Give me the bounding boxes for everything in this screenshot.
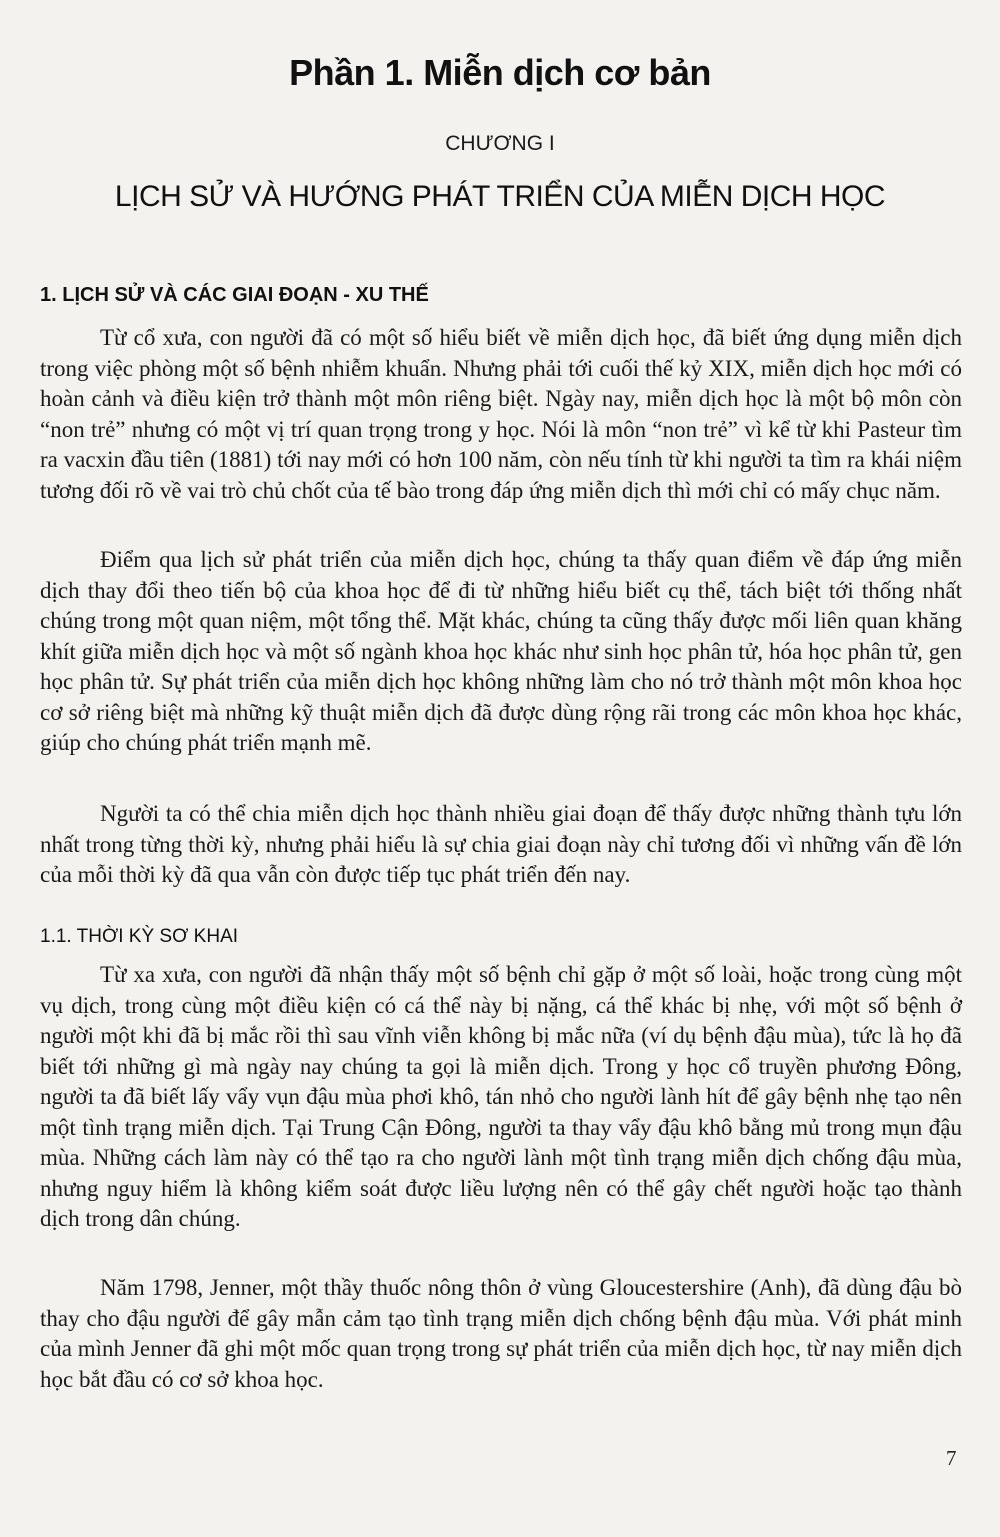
paragraph: Từ xa xưa, con người đã nhận thấy một số bệnh chỉ gặp ở một số loài, hoặc trong cùng một vụ dịch, trong cùng một điều kiện có cá thể này bị nặng, cá thể khác bị nhẹ, với một số bệnh ở người một khi đã bị mắc rồi thì sau vĩnh viễn không bị mắc nữa (ví dụ bệnh đậu mùa), tức là họ đã biết tới những gì mà ngày nay chúng ta gọi là miễn dịch. Trong y học cổ truyền phương Đông, người ta đã biết lấy vẩy vụn đậu mùa phơi khô, tán nhỏ cho người lành hít để gây bệnh nhẹ tạo nên một tình trạng miễn dịch. Tại Trung Cận Đông, người ta thay vẩy đậu khô bằng mủ trong mụn đậu mùa. Những cách làm này có thể tạo ra cho người lành một tình trạng miễn dịch chống đậu mùa, nhưng nguy hiểm là không kiểm soát được liều lượng nên có thể gây chết người hoặc tạo thành dịch trong dân chúng. [40,962,962,1231]
section-heading-1: 1. LỊCH SỬ VÀ CÁC GIAI ĐOẠN - XU THẾ [40,284,429,306]
page-number: 7 [946,1446,957,1470]
paragraph: Điểm qua lịch sử phát triển của miễn dịch học, chúng ta thấy quan điểm về đáp ứng miễn dịch thay đổi theo tiến bộ của khoa học để đi từ những hiểu biết cụ thể, tách biệt tới thống nhất chúng trong một quan niệm, một tổng thể. Mặt khác, chúng ta cũng thấy được mối liên quan khăng khít giữa miễn dịch học và một số ngành khoa học khác như sinh học phân tử, hóa học phân tử, gen học phân tử. Sự phát triển của miễn dịch học không những làm cho nó trở thành một môn khoa học cơ sở riêng biệt mà những kỹ thuật miễn dịch đã được dùng rộng rãi trong các môn khoa học khác, giúp cho chúng phát triển mạnh mẽ. [40,547,962,755]
paragraph: Người ta có thể chia miễn dịch học thành nhiều giai đoạn để thấy được những thành tựu lớn nhất trong từng thời kỳ, nhưng phải hiểu là sự chia giai đoạn này chỉ tương đối vì những vấn đề lớn của mỗi thời kỳ đã qua vẫn còn được tiếp tục phát triển đến nay. [40,801,962,887]
part-title: Phần 1. Miễn dịch cơ bản [289,52,711,93]
paragraph: Năm 1798, Jenner, một thầy thuốc nông thôn ở vùng Gloucestershire (Anh), đã dùng đậu bò thay cho đậu người để gây mẫn cảm tạo tình trạng miễn dịch chống bệnh đậu mùa. Với phát minh của mình Jenner đã ghi một mốc quan trọng trong sự phát triển của miễn dịch học, từ nay miễn dịch học bắt đầu có cơ sở khoa học. [40,1275,962,1392]
paragraph: Từ cổ xưa, con người đã có một số hiểu biết về miễn dịch học, đã biết ứng dụng miễn dịch trong việc phòng một số bệnh nhiễm khuẩn. Nhưng phải tới cuối thế kỷ XIX, miễn dịch học mới có hoàn cảnh và điều kiện trở thành một môn riêng biệt. Ngày nay, miễn dịch học là một bộ môn còn “non trẻ” nhưng có một vị trí quan trọng trong y học. Nói là môn “non trẻ” vì kể từ khi Pasteur tìm ra vacxin đầu tiên (1881) tới nay mới có hơn 100 năm, còn nếu tính từ khi người ta tìm ra khái niệm tương đối rõ về vai trò chủ chốt của tế bào trong đáp ứng miễn dịch thì mới chỉ có mấy chục năm. [40,325,962,503]
chapter-label: CHƯƠNG I [445,132,555,155]
chapter-title: LỊCH SỬ VÀ HƯỚNG PHÁT TRIỂN CỦA MIỄN DỊCH HỌC [114,180,886,213]
section-heading-1-1: 1.1. THỜI KỲ SƠ KHAI [40,926,239,947]
